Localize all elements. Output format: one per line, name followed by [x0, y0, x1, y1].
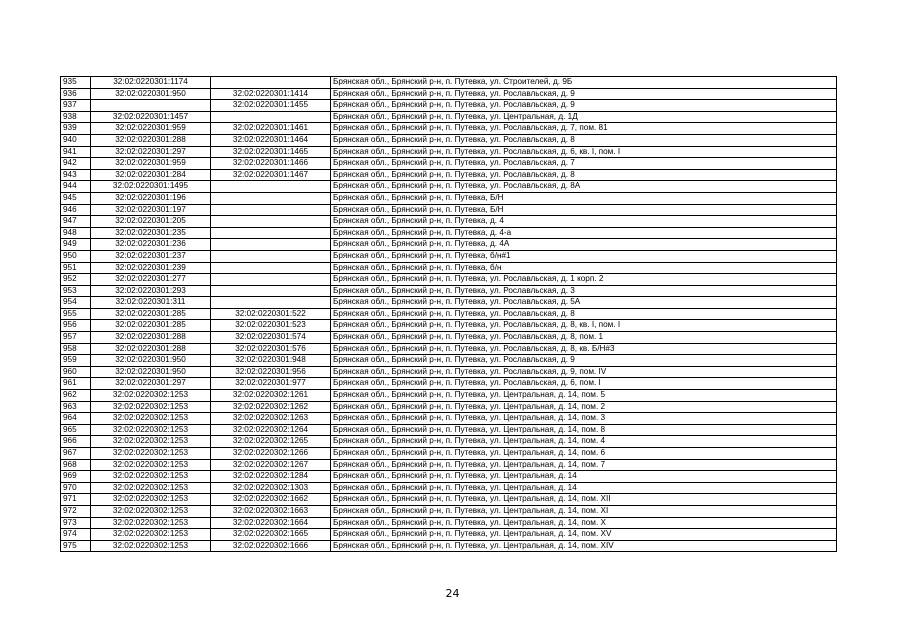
- cadastral-number-cell: 32:02:0220301:285: [91, 308, 211, 320]
- row-number-cell: 969: [61, 471, 91, 483]
- object-cadastral-number-cell: 32:02:0220301:1461: [211, 123, 331, 135]
- table-row: [61, 494, 837, 506]
- row-number-cell: 967: [61, 448, 91, 460]
- object-cadastral-number-cell: [211, 181, 331, 193]
- row-number-cell: 937: [61, 100, 91, 112]
- table-row: [61, 297, 837, 309]
- row-number-cell: 964: [61, 413, 91, 425]
- object-cadastral-number-cell: [211, 262, 331, 274]
- table-row: [61, 146, 837, 158]
- object-cadastral-number-cell: 32:02:0220302:1263: [211, 413, 331, 425]
- cadastral-table: [60, 76, 837, 552]
- row-number-cell: 938: [61, 111, 91, 123]
- address-cell: Брянская обл., Брянский р-н, п. Путевка, ул. Центральная, д. 14, пом. 6: [331, 448, 837, 460]
- table-row: [61, 134, 837, 146]
- cadastral-number-cell: 32:02:0220301:284: [91, 169, 211, 181]
- row-number-cell: 935: [61, 77, 91, 89]
- cadastral-number-cell: 32:02:0220302:1253: [91, 448, 211, 460]
- table-row: [61, 216, 837, 228]
- cadastral-number-cell: 32:02:0220302:1253: [91, 471, 211, 483]
- cadastral-number-cell: 32:02:0220301:235: [91, 227, 211, 239]
- table-row: [61, 181, 837, 193]
- cadastral-number-cell: 32:02:0220301:293: [91, 285, 211, 297]
- row-number-cell: 952: [61, 274, 91, 286]
- table-row: [61, 285, 837, 297]
- table-row: [61, 111, 837, 123]
- object-cadastral-number-cell: [211, 239, 331, 251]
- object-cadastral-number-cell: 32:02:0220301:574: [211, 332, 331, 344]
- cadastral-number-cell: 32:02:0220301:959: [91, 123, 211, 135]
- table-row: [61, 436, 837, 448]
- address-cell: Брянская обл., Брянский р-н, п. Путевка, ул. Центральная, д. 1Д: [331, 111, 837, 123]
- object-cadastral-number-cell: 32:02:0220302:1665: [211, 529, 331, 541]
- table-row: [61, 332, 837, 344]
- cadastral-number-cell: 32:02:0220301:1495: [91, 181, 211, 193]
- cadastral-number-cell: 32:02:0220301:311: [91, 297, 211, 309]
- object-cadastral-number-cell: [211, 227, 331, 239]
- object-cadastral-number-cell: [211, 111, 331, 123]
- address-cell: Брянская обл., Брянский р-н, п. Путевка, ул. Рославльская, д. 8: [331, 169, 837, 181]
- table-row: [61, 355, 837, 367]
- address-cell: Брянская обл., Брянский р-н, п. Путевка, ул. Рославльская, д. 8А: [331, 181, 837, 193]
- cadastral-number-cell: 32:02:0220302:1253: [91, 401, 211, 413]
- address-cell: Брянская обл., Брянский р-н, п. Путевка, ул. Рославльская, д. 6, кв. I, пом. I: [331, 146, 837, 158]
- cadastral-number-cell: 32:02:0220301:297: [91, 146, 211, 158]
- row-number-cell: 942: [61, 158, 91, 170]
- object-cadastral-number-cell: 32:02:0220301:522: [211, 308, 331, 320]
- row-number-cell: 961: [61, 378, 91, 390]
- table-row: [61, 540, 837, 552]
- cadastral-number-cell: 32:02:0220301:236: [91, 239, 211, 251]
- table-row: [61, 123, 837, 135]
- row-number-cell: 959: [61, 355, 91, 367]
- address-cell: Брянская обл., Брянский р-н, п. Путевка, ул. Рославльская, д. 8, кв. Б/Н#3: [331, 343, 837, 355]
- cadastral-number-cell: 32:02:0220301:196: [91, 192, 211, 204]
- row-number-cell: 966: [61, 436, 91, 448]
- cadastral-number-cell: 32:02:0220301:950: [91, 355, 211, 367]
- row-number-cell: 953: [61, 285, 91, 297]
- object-cadastral-number-cell: 32:02:0220302:1267: [211, 459, 331, 471]
- object-cadastral-number-cell: 32:02:0220302:1662: [211, 494, 331, 506]
- row-number-cell: 936: [61, 88, 91, 100]
- object-cadastral-number-cell: [211, 204, 331, 216]
- object-cadastral-number-cell: [211, 250, 331, 262]
- row-number-cell: 948: [61, 227, 91, 239]
- object-cadastral-number-cell: 32:02:0220301:956: [211, 366, 331, 378]
- address-cell: Брянская обл., Брянский р-н, п. Путевка, ул. Центральная, д. 14, пом. 3: [331, 413, 837, 425]
- cadastral-number-cell: 32:02:0220302:1253: [91, 436, 211, 448]
- address-cell: Брянская обл., Брянский р-н, п. Путевка, ул. Рославльская, д. 8, пом. 1: [331, 332, 837, 344]
- cadastral-number-cell: 32:02:0220302:1253: [91, 494, 211, 506]
- row-number-cell: 968: [61, 459, 91, 471]
- table-row: [61, 250, 837, 262]
- object-cadastral-number-cell: 32:02:0220302:1264: [211, 424, 331, 436]
- table-row: [61, 262, 837, 274]
- object-cadastral-number-cell: 32:02:0220301:1414: [211, 88, 331, 100]
- table-row: [61, 366, 837, 378]
- table-row: [61, 448, 837, 460]
- row-number-cell: 957: [61, 332, 91, 344]
- address-cell: Брянская обл., Брянский р-н, п. Путевка, ул. Рославльская, д. 9: [331, 88, 837, 100]
- cadastral-number-cell: 32:02:0220302:1253: [91, 459, 211, 471]
- object-cadastral-number-cell: 32:02:0220302:1265: [211, 436, 331, 448]
- address-cell: Брянская обл., Брянский р-н, п. Путевка, ул. Рославльская, д. 9: [331, 355, 837, 367]
- object-cadastral-number-cell: 32:02:0220302:1663: [211, 505, 331, 517]
- row-number-cell: 951: [61, 262, 91, 274]
- object-cadastral-number-cell: [211, 77, 331, 89]
- object-cadastral-number-cell: [211, 216, 331, 228]
- table-row: [61, 471, 837, 483]
- object-cadastral-number-cell: [211, 274, 331, 286]
- row-number-cell: 960: [61, 366, 91, 378]
- cadastral-number-cell: 32:02:0220301:1457: [91, 111, 211, 123]
- row-number-cell: 955: [61, 308, 91, 320]
- table-row: [61, 413, 837, 425]
- table-row: [61, 308, 837, 320]
- row-number-cell: 962: [61, 390, 91, 402]
- object-cadastral-number-cell: 32:02:0220301:1464: [211, 134, 331, 146]
- object-cadastral-number-cell: 32:02:0220301:1455: [211, 100, 331, 112]
- address-cell: Брянская обл., Брянский р-н, п. Путевка, б/н#1: [331, 250, 837, 262]
- cadastral-number-cell: 32:02:0220301:950: [91, 366, 211, 378]
- table-row: [61, 505, 837, 517]
- address-cell: Брянская обл., Брянский р-н, п. Путевка, д. 4: [331, 216, 837, 228]
- address-cell: Брянская обл., Брянский р-н, п. Путевка, ул. Рославльская, д. 9, пом. IV: [331, 366, 837, 378]
- table-row: [61, 169, 837, 181]
- object-cadastral-number-cell: 32:02:0220301:1465: [211, 146, 331, 158]
- row-number-cell: 954: [61, 297, 91, 309]
- table-row: [61, 459, 837, 471]
- cadastral-number-cell: 32:02:0220302:1253: [91, 482, 211, 494]
- cadastral-number-cell: 32:02:0220302:1253: [91, 424, 211, 436]
- row-number-cell: 944: [61, 181, 91, 193]
- table-row: [61, 320, 837, 332]
- address-cell: Брянская обл., Брянский р-н, п. Путевка, ул. Рославльская, д. 6, пом. I: [331, 378, 837, 390]
- table-row: [61, 158, 837, 170]
- row-number-cell: 970: [61, 482, 91, 494]
- row-number-cell: 973: [61, 517, 91, 529]
- row-number-cell: 941: [61, 146, 91, 158]
- cadastral-number-cell: 32:02:0220301:950: [91, 88, 211, 100]
- row-number-cell: 963: [61, 401, 91, 413]
- address-cell: Брянская обл., Брянский р-н, п. Путевка, ул. Центральная, д. 14, пом. 5: [331, 390, 837, 402]
- row-number-cell: 975: [61, 540, 91, 552]
- row-number-cell: 971: [61, 494, 91, 506]
- address-cell: Брянская обл., Брянский р-н, п. Путевка, ул. Рославльская, д. 8: [331, 134, 837, 146]
- address-cell: Брянская обл., Брянский р-н, п. Путевка, ул. Центральная, д. 14, пом. XIV: [331, 540, 837, 552]
- table-body: [61, 77, 837, 552]
- table-row: [61, 401, 837, 413]
- row-number-cell: 947: [61, 216, 91, 228]
- row-number-cell: 972: [61, 505, 91, 517]
- address-cell: Брянская обл., Брянский р-н, п. Путевка, ул. Центральная, д. 14, пом. XII: [331, 494, 837, 506]
- address-cell: Брянская обл., Брянский р-н, п. Путевка, ул. Рославльская, д. 7, пом. 81: [331, 123, 837, 135]
- address-cell: Брянская обл., Брянский р-н, п. Путевка, б/н: [331, 262, 837, 274]
- address-cell: Брянская обл., Брянский р-н, п. Путевка, ул. Центральная, д. 14, пом. X: [331, 517, 837, 529]
- address-cell: Брянская обл., Брянский р-н, п. Путевка, ул. Центральная, д. 14: [331, 471, 837, 483]
- row-number-cell: 939: [61, 123, 91, 135]
- cadastral-number-cell: 32:02:0220301:197: [91, 204, 211, 216]
- table-row: [61, 482, 837, 494]
- object-cadastral-number-cell: 32:02:0220302:1666: [211, 540, 331, 552]
- address-cell: Брянская обл., Брянский р-н, п. Путевка, ул. Рославльская, д. 9: [331, 100, 837, 112]
- cadastral-number-cell: 32:02:0220302:1253: [91, 505, 211, 517]
- address-cell: Брянская обл., Брянский р-н, п. Путевка, ул. Рославльская, д. 5А: [331, 297, 837, 309]
- address-cell: Брянская обл., Брянский р-н, п. Путевка, ул. Центральная, д. 14, пом. XV: [331, 529, 837, 541]
- row-number-cell: 943: [61, 169, 91, 181]
- table-row: [61, 424, 837, 436]
- address-cell: Брянская обл., Брянский р-н, п. Путевка, ул. Строителей, д. 9Б: [331, 77, 837, 89]
- object-cadastral-number-cell: [211, 192, 331, 204]
- cadastral-number-cell: 32:02:0220302:1253: [91, 540, 211, 552]
- object-cadastral-number-cell: 32:02:0220302:1664: [211, 517, 331, 529]
- table-row: [61, 343, 837, 355]
- object-cadastral-number-cell: 32:02:0220301:977: [211, 378, 331, 390]
- table-row: [61, 274, 837, 286]
- object-cadastral-number-cell: 32:02:0220301:948: [211, 355, 331, 367]
- row-number-cell: 956: [61, 320, 91, 332]
- cadastral-number-cell: 32:02:0220301:288: [91, 134, 211, 146]
- object-cadastral-number-cell: 32:02:0220302:1284: [211, 471, 331, 483]
- object-cadastral-number-cell: [211, 285, 331, 297]
- address-cell: Брянская обл., Брянский р-н, п. Путевка, ул. Рославльская, д. 3: [331, 285, 837, 297]
- cadastral-number-cell: 32:02:0220301:1174: [91, 77, 211, 89]
- address-cell: Брянская обл., Брянский р-н, п. Путевка, ул. Центральная, д. 14, пом. 7: [331, 459, 837, 471]
- address-cell: Брянская обл., Брянский р-н, п. Путевка, ул. Рославльская, д. 8, кв. I, пом. I: [331, 320, 837, 332]
- cadastral-number-cell: [91, 100, 211, 112]
- address-cell: Брянская обл., Брянский р-н, п. Путевка, д. 4-а: [331, 227, 837, 239]
- object-cadastral-number-cell: 32:02:0220302:1266: [211, 448, 331, 460]
- cadastral-number-cell: 32:02:0220301:288: [91, 343, 211, 355]
- table-row: [61, 100, 837, 112]
- page-number: 24: [445, 587, 460, 600]
- address-cell: Брянская обл., Брянский р-н, п. Путевка, ул. Центральная, д. 14, пом. XI: [331, 505, 837, 517]
- row-number-cell: 974: [61, 529, 91, 541]
- cadastral-number-cell: 32:02:0220301:237: [91, 250, 211, 262]
- cadastral-number-cell: 32:02:0220301:285: [91, 320, 211, 332]
- address-cell: Брянская обл., Брянский р-н, п. Путевка, ул. Центральная, д. 14, пом. 8: [331, 424, 837, 436]
- object-cadastral-number-cell: 32:02:0220301:576: [211, 343, 331, 355]
- row-number-cell: 965: [61, 424, 91, 436]
- address-cell: Брянская обл., Брянский р-н, п. Путевка, д. 4А: [331, 239, 837, 251]
- row-number-cell: 949: [61, 239, 91, 251]
- address-cell: Брянская обл., Брянский р-н, п. Путевка, ул. Рославльская, д. 7: [331, 158, 837, 170]
- cadastral-number-cell: 32:02:0220301:959: [91, 158, 211, 170]
- cadastral-number-cell: 32:02:0220301:239: [91, 262, 211, 274]
- table-row: [61, 204, 837, 216]
- table-row: [61, 227, 837, 239]
- cadastral-number-cell: 32:02:0220302:1253: [91, 529, 211, 541]
- cadastral-number-cell: 32:02:0220301:277: [91, 274, 211, 286]
- table-row: [61, 239, 837, 251]
- row-number-cell: 946: [61, 204, 91, 216]
- table-row: [61, 529, 837, 541]
- address-cell: Брянская обл., Брянский р-н, п. Путевка, ул. Рославльская, д. 8: [331, 308, 837, 320]
- address-cell: Брянская обл., Брянский р-н, п. Путевка, ул. Рославльская, д. 1 корп. 2: [331, 274, 837, 286]
- address-cell: Брянская обл., Брянский р-н, п. Путевка, ул. Центральная, д. 14: [331, 482, 837, 494]
- cadastral-number-cell: 32:02:0220302:1253: [91, 517, 211, 529]
- object-cadastral-number-cell: 32:02:0220302:1303: [211, 482, 331, 494]
- address-cell: Брянская обл., Брянский р-н, п. Путевка, Б/Н: [331, 192, 837, 204]
- address-cell: Брянская обл., Брянский р-н, п. Путевка, ул. Центральная, д. 14, пом. 4: [331, 436, 837, 448]
- row-number-cell: 945: [61, 192, 91, 204]
- table-row: [61, 517, 837, 529]
- address-cell: Брянская обл., Брянский р-н, п. Путевка, ул. Центральная, д. 14, пом. 2: [331, 401, 837, 413]
- table-row: [61, 378, 837, 390]
- object-cadastral-number-cell: 32:02:0220301:1467: [211, 169, 331, 181]
- object-cadastral-number-cell: 32:02:0220302:1262: [211, 401, 331, 413]
- cadastral-number-cell: 32:02:0220302:1253: [91, 390, 211, 402]
- address-cell: Брянская обл., Брянский р-н, п. Путевка, Б/Н: [331, 204, 837, 216]
- object-cadastral-number-cell: 32:02:0220302:1261: [211, 390, 331, 402]
- object-cadastral-number-cell: 32:02:0220301:523: [211, 320, 331, 332]
- cadastral-number-cell: 32:02:0220301:297: [91, 378, 211, 390]
- cadastral-number-cell: 32:02:0220301:205: [91, 216, 211, 228]
- table-row: [61, 192, 837, 204]
- object-cadastral-number-cell: 32:02:0220301:1466: [211, 158, 331, 170]
- table-row: [61, 77, 837, 89]
- cadastral-number-cell: 32:02:0220301:288: [91, 332, 211, 344]
- row-number-cell: 958: [61, 343, 91, 355]
- table-row: [61, 88, 837, 100]
- row-number-cell: 940: [61, 134, 91, 146]
- object-cadastral-number-cell: [211, 297, 331, 309]
- cadastral-number-cell: 32:02:0220302:1253: [91, 413, 211, 425]
- row-number-cell: 950: [61, 250, 91, 262]
- table-row: [61, 390, 837, 402]
